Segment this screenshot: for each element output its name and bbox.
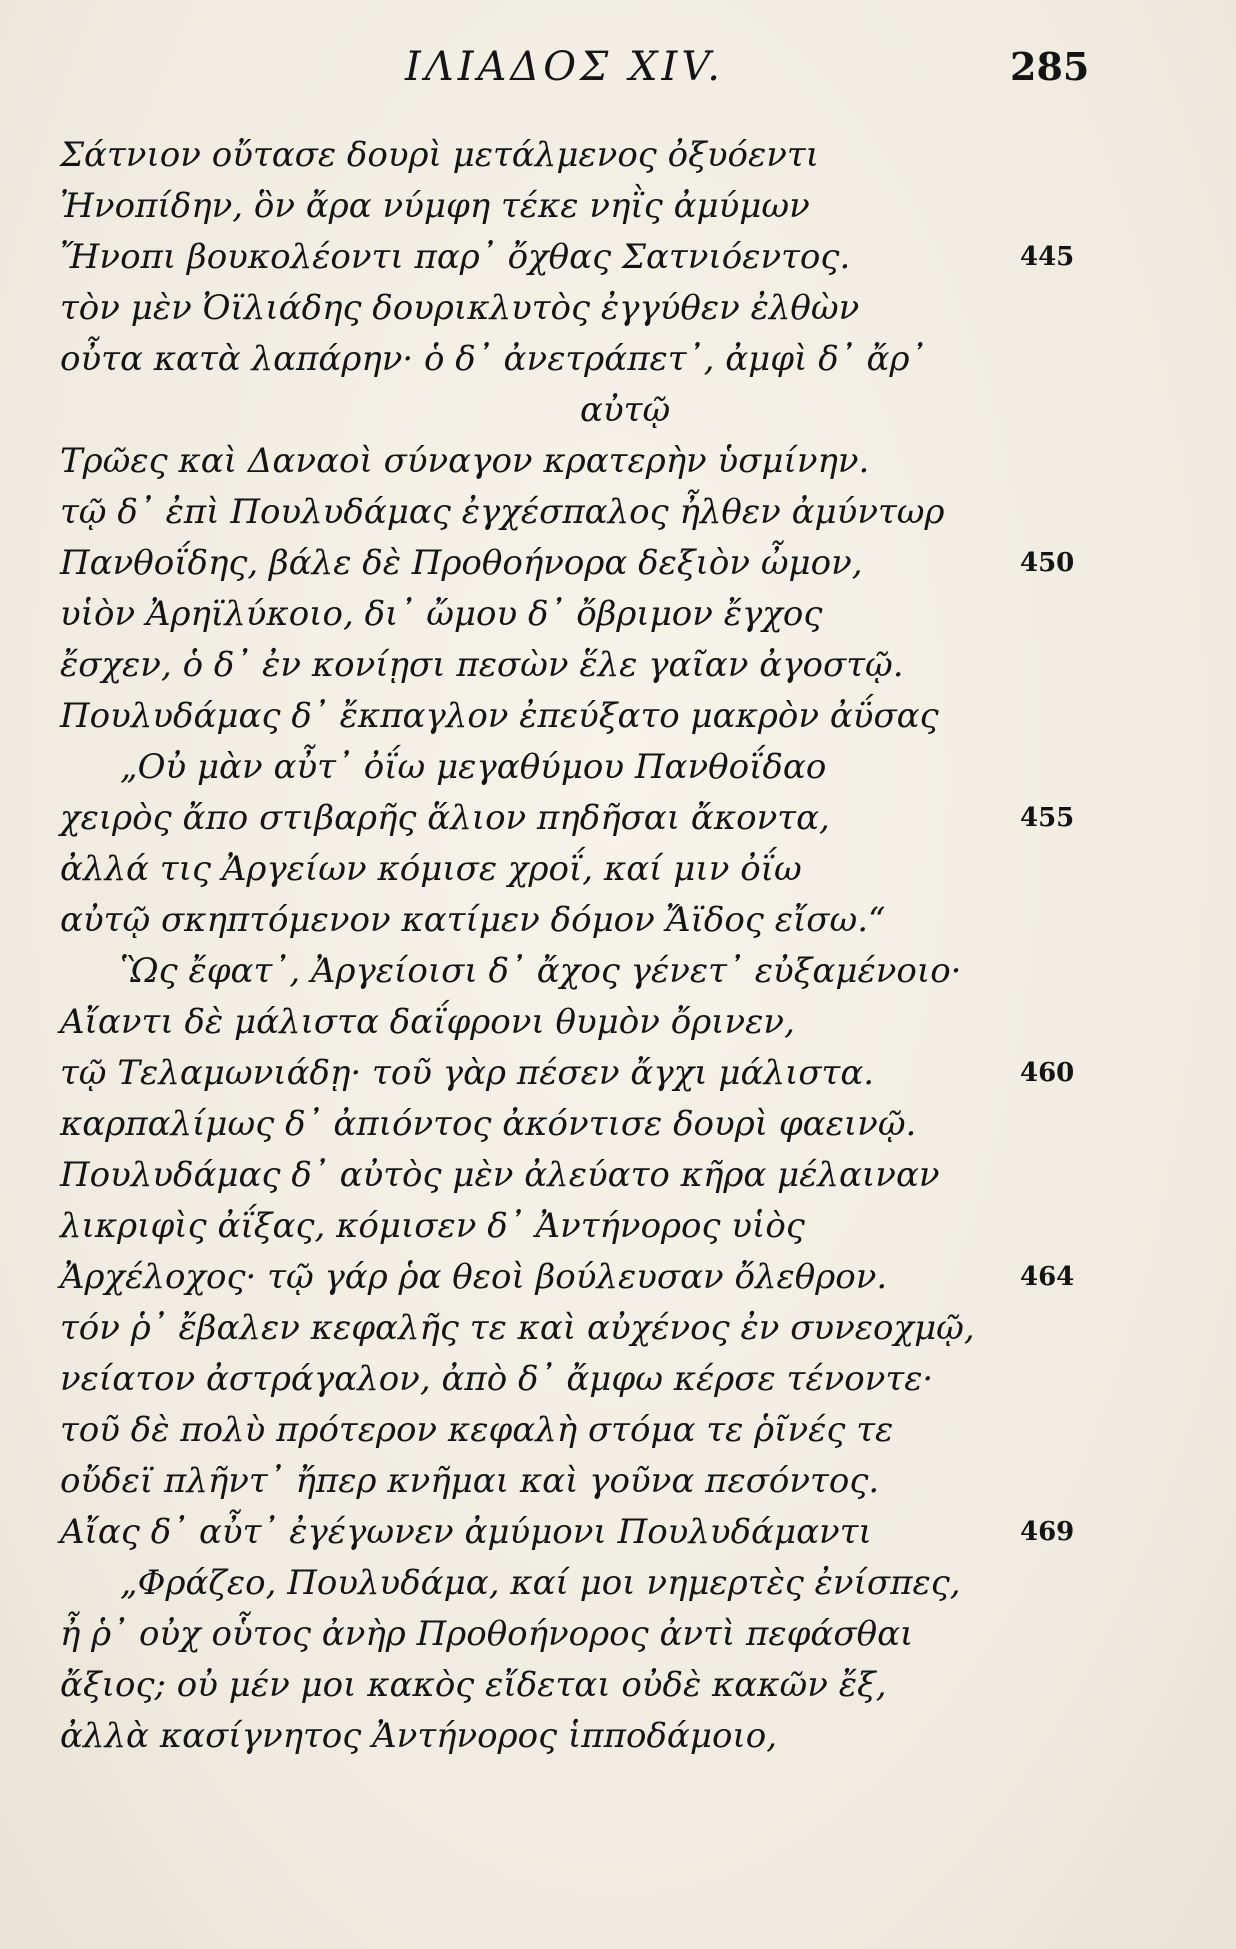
verse-text: ἔσχεν, ὁ δ᾽ ἐν κονίῃσι πεσὼν ἕλε γαῖαν ἀγοστῷ.: [60, 645, 904, 685]
verse-line: [60, 436, 1180, 487]
line-number: 469: [1020, 1517, 1075, 1547]
verse-line: [60, 844, 1180, 895]
verse-line: [60, 1711, 1180, 1762]
verse-text: Τρῶες καὶ Δαναοὶ σύναγον κρατερὴν ὑσμίνην.: [60, 441, 870, 481]
verse-line: [60, 1150, 1180, 1201]
verse-line: [60, 1099, 1180, 1150]
verse-line: [60, 538, 1180, 589]
verse-line: [60, 1609, 1180, 1660]
verse-line: [60, 1252, 1180, 1303]
verse-line: [60, 1558, 1180, 1609]
verse-text: ἀλλά τις Ἀργείων κόμισε χροΐ, καί μιν ὀΐω: [60, 849, 802, 889]
verse-block: [60, 130, 1180, 1762]
verse-text: αὐτῷ: [580, 390, 671, 430]
page-header: [0, 44, 1236, 94]
verse-line: [60, 1201, 1180, 1252]
verse-text: Αἴαντι δὲ μάλιστα δαΐφρονι θυμὸν ὄρινεν,: [60, 1002, 795, 1042]
verse-text: ἦ ῥ᾽ οὐχ οὗτος ἀνὴρ Προθοήνορος ἀντὶ πεφάσθαι: [60, 1614, 914, 1654]
verse-text: καρπαλίμως δ᾽ ἀπιόντος ἀκόντισε δουρὶ φαεινῷ.: [60, 1104, 917, 1144]
verse-line: [60, 385, 1180, 436]
verse-text: οὔδεϊ πλῆντ᾽ ἤπερ κνῆμαι καὶ γοῦνα πεσόντος.: [60, 1461, 880, 1501]
verse-line: [60, 691, 1180, 742]
verse-text: τοῦ δὲ πολὺ πρότερον κεφαλὴ στόμα τε ῥῖνές τε: [60, 1410, 894, 1450]
verse-line: [60, 334, 1180, 385]
verse-text: Ἠνοπίδην, ὃν ἄρα νύμφη τέκε νηῒς ἀμύμων: [60, 186, 810, 226]
verse-text: Σάτνιον οὔτασε δουρὶ μετάλμενος ὀξυόεντι: [60, 135, 820, 175]
line-number: 460: [1020, 1058, 1075, 1088]
verse-line: [60, 589, 1180, 640]
verse-text: υἱὸν Ἀρηϊλύκοιο, δι᾽ ὤμου δ᾽ ὄβριμον ἔγχος: [60, 594, 823, 634]
verse-text: νείατον ἀστράγαλον, ἀπὸ δ᾽ ἄμφω κέρσε τένοντε·: [60, 1359, 934, 1399]
verse-text: Πουλυδάμας δ᾽ ἔκπαγλον ἐπεύξατο μακρὸν ἀΰσας: [60, 696, 939, 736]
verse-text: τὸν μὲν Ὀϊλιάδης δουρικλυτὸς ἐγγύθεν ἐλθὼν: [60, 288, 860, 328]
verse-line: [60, 946, 1180, 997]
line-number: 455: [1020, 803, 1075, 833]
line-number: 464: [1020, 1262, 1075, 1292]
verse-text: χειρὸς ἄπο στιβαρῆς ἅλιον πηδῆσαι ἄκοντα,: [60, 798, 830, 838]
line-number: 445: [1020, 242, 1075, 272]
verse-line: [60, 742, 1180, 793]
verse-line: [60, 283, 1180, 334]
verse-text: Ἤνοπι βουκολέοντι παρ᾽ ὄχθας Σατνιόεντος.: [60, 237, 851, 277]
page-number: 285: [1010, 44, 1090, 89]
verse-line: [60, 487, 1180, 538]
verse-text: Ἀρχέλοχος· τῷ γάρ ῥα θεοὶ βούλευσαν ὄλεθρον.: [60, 1257, 888, 1297]
verse-text: τόν ῥ᾽ ἔβαλεν κεφαλῆς τε καὶ αὐχένος ἐν συνεοχμῷ,: [60, 1308, 975, 1348]
verse-line: [60, 181, 1180, 232]
verse-text: Πουλυδάμας δ᾽ αὐτὸς μὲν ἀλεύατο κῆρα μέλαιναν: [60, 1155, 940, 1195]
verse-line: [60, 1507, 1180, 1558]
verse-line: [60, 1660, 1180, 1711]
verse-text: αὐτῷ σκηπτόμενον κατίμεν δόμον Ἄϊδος εἴσω.“: [60, 900, 886, 940]
running-title: ΙΛΙΑΔΟΣ XIV.: [405, 44, 724, 90]
verse-line: [60, 793, 1180, 844]
verse-text: „Φράζεο, Πουλυδάμα, καί μοι νημερτὲς ἐνίσπες,: [120, 1563, 961, 1603]
verse-line: [60, 640, 1180, 691]
verse-line: [60, 1456, 1180, 1507]
verse-text: ἄξιος; οὐ μέν μοι κακὸς εἴδεται οὐδὲ κακῶν ἔξ,: [60, 1665, 887, 1705]
verse-line: [60, 1303, 1180, 1354]
verse-line: [60, 130, 1180, 181]
verse-text: λικριφὶς ἀΐξας, κόμισεν δ᾽ Ἀντήνορος υἱὸς: [60, 1206, 805, 1246]
verse-line: [60, 1048, 1180, 1099]
verse-line: [60, 997, 1180, 1048]
verse-text: οὖτα κατὰ λαπάρην· ὁ δ᾽ ἀνετράπετ᾽, ἀμφὶ δ᾽ ἄρ᾽: [60, 339, 927, 379]
line-number: 450: [1020, 548, 1075, 578]
verse-line: [60, 895, 1180, 946]
verse-line: [60, 1354, 1180, 1405]
verse-text: Πανθοΐδης, βάλε δὲ Προθοήνορα δεξιὸν ὦμον,: [60, 543, 863, 583]
verse-line: [60, 1405, 1180, 1456]
verse-text: „Οὐ μὰν αὖτ᾽ ὀΐω μεγαθύμου Πανθοΐδαο: [120, 747, 827, 787]
verse-text: Ὣς ἔφατ᾽, Ἀργείοισι δ᾽ ἄχος γένετ᾽ εὐξαμένοιο·: [120, 951, 962, 991]
verse-text: ἀλλὰ κασίγνητος Ἀντήνορος ἱπποδάμοιο,: [60, 1716, 778, 1756]
verse-line: [60, 232, 1180, 283]
verse-text: τῷ Τελαμωνιάδῃ· τοῦ γὰρ πέσεν ἄγχι μάλιστα.: [60, 1053, 875, 1093]
verse-text: τῷ δ᾽ ἐπὶ Πουλυδάμας ἐγχέσπαλος ἦλθεν ἀμύντωρ: [60, 492, 945, 532]
verse-text: Αἴας δ᾽ αὖτ᾽ ἐγέγωνεν ἀμύμονι Πουλυδάμαντι: [60, 1512, 872, 1552]
